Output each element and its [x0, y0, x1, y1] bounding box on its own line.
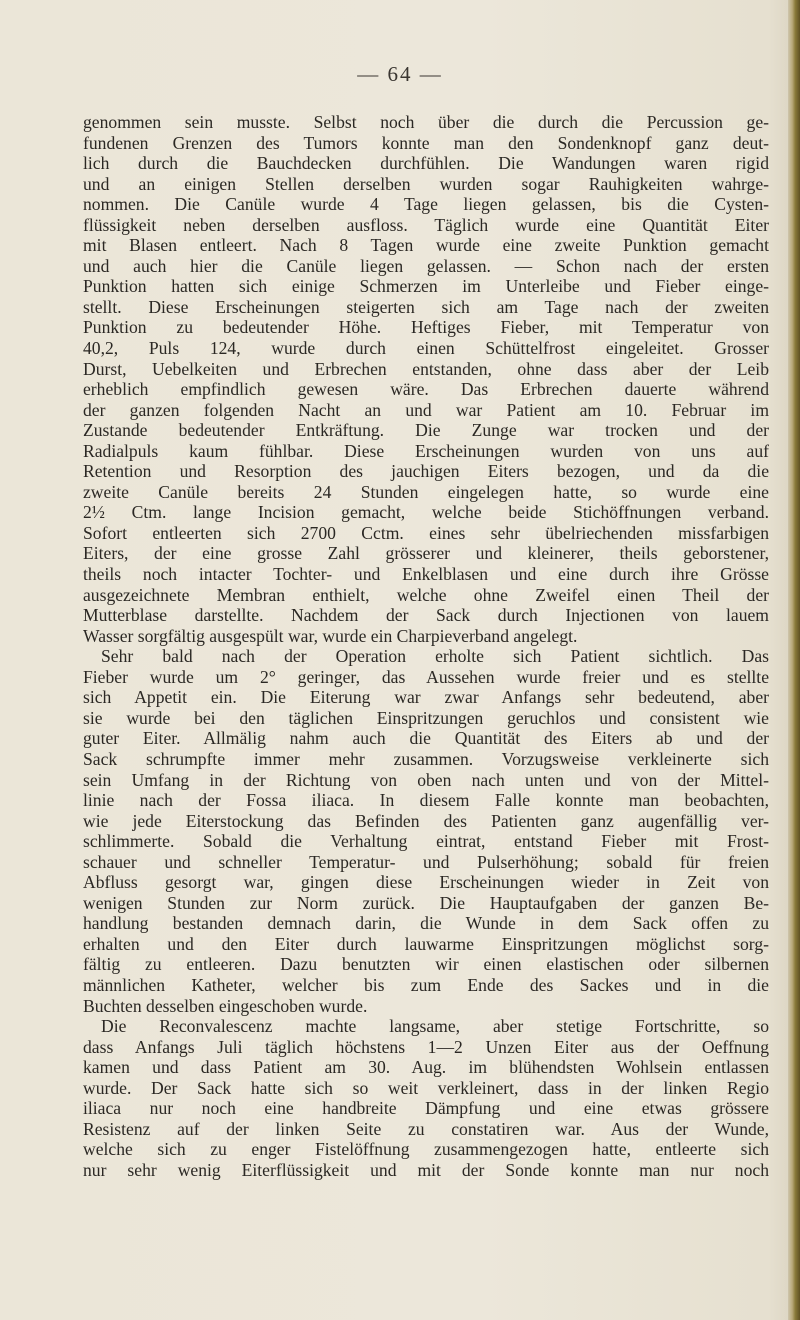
text-line: zweite Canüle bereits 24 Stunden eingelegen hatte, so wurde eine [83, 481, 769, 502]
text-line: kamen und dass Patient am 30. Aug. im blühendsten Wohlsein entlassen [83, 1057, 769, 1078]
text-line: sich Appetit ein. Die Eiterung war zwar Anfangs sehr bedeutend, aber [83, 687, 769, 708]
text-line: Die Reconvalescenz machte langsame, aber stetige Fortschritte, so [101, 1016, 769, 1037]
text-line: männlichen Katheter, welcher bis zum Ende des Sackes und in die [83, 974, 769, 995]
page-number: — 64 — [357, 62, 443, 86]
text-line: der ganzen folgenden Nacht an und war Patient am 10. Februar im [83, 399, 769, 420]
text-line: Abfluss gesorgt war, gingen diese Erscheinungen wieder in Zeit von [83, 872, 769, 893]
text-line: Mutterblase darstellte. Nachdem der Sack durch Injectionen von lauem [83, 605, 769, 626]
text-line: wurde. Der Sack hatte sich so weit verkleinert, dass in der linken Regio [83, 1077, 769, 1098]
text-line: 40,2, Puls 124, wurde durch einen Schüttelfrost eingeleitet. Grosser [83, 338, 769, 359]
text-line: Fieber wurde um 2° geringer, das Aussehen wurde freier und es stellte [83, 666, 769, 687]
text-line: Punktion hatten sich einige Schmerzen im Unterleibe und Fieber einge- [83, 276, 769, 297]
text-line: erhalten und den Eiter durch lauwarme Einspritzungen möglichst sorg- [83, 933, 769, 954]
text-line: Radialpuls kaum fühlbar. Diese Erscheinungen wurden von uns auf [83, 440, 769, 461]
text-line: nommen. Die Canüle wurde 4 Tage liegen gelassen, bis die Cysten- [83, 194, 769, 215]
text-line: handlung bestanden demnach darin, die Wunde in dem Sack offen zu [83, 913, 769, 934]
text-line: linie nach der Fossa iliaca. In diesem Falle konnte man beobachten, [83, 790, 769, 811]
text-line: theils noch intacter Tochter- und Enkelblasen und eine durch ihre Grösse [83, 564, 769, 585]
text-line: Eiters, der eine grosse Zahl grösserer und kleinerer, theils geborstener, [83, 543, 769, 564]
text-line: Durst, Uebelkeiten und Erbrechen entstanden, ohne dass aber der Leib [83, 358, 769, 379]
text-line: Resistenz auf der linken Seite zu constatiren war. Aus der Wunde, [83, 1118, 769, 1139]
text-line: schauer und schneller Temperatur- und Pulserhöhung; sobald für freien [83, 851, 769, 872]
text-line: schlimmerte. Sobald die Verhaltung eintrat, entstand Fieber mit Frost- [83, 831, 769, 852]
page-edge [788, 0, 800, 1320]
text-line: Sofort entleerten sich 2700 Cctm. eines sehr übelriechenden missfarbigen [83, 522, 769, 543]
text-line: und auch hier die Canüle liegen gelassen. — Schon nach der ersten [83, 255, 769, 276]
text-line: Punktion zu bedeutender Höhe. Heftiges Fieber, mit Temperatur von [83, 317, 769, 338]
text-line: Retention und Resorption des jauchigen Eiters bezogen, und da die [83, 461, 769, 482]
text-line: guter Eiter. Allmälig nahm auch die Quantität des Eiters ab und der [83, 728, 769, 749]
text-line: nur sehr wenig Eiterflüssigkeit und mit der Sonde konnte man nur noch [83, 1159, 769, 1180]
text-line: Sehr bald nach der Operation erholte sich Patient sichtlich. Das [101, 646, 769, 667]
text-line: Zustande bedeutender Entkräftung. Die Zunge war trocken und der [83, 420, 769, 441]
text-line: flüssigkeit neben derselben ausfloss. Täglich wurde eine Quantität Eiter [83, 214, 769, 235]
text-line: sie wurde bei den täglichen Einspritzungen geruchlos und consistent wie [83, 707, 769, 728]
text-line: welche sich zu enger Fistelöffnung zusammengezogen hatte, entleerte sich [83, 1139, 769, 1160]
text-line: Buchten desselben eingeschoben wurde. [83, 995, 368, 1016]
text-line: fundenen Grenzen des Tumors konnte man den Sondenknopf ganz deut- [83, 132, 769, 153]
text-line: sein Umfang in der Richtung von oben nach unten und von der Mittel- [83, 769, 769, 790]
text-line: lich durch die Bauchdecken durchfühlen. Die Wandungen waren rigid [83, 153, 769, 174]
text-line: fältig zu entleeren. Dazu benutzten wir einen elastischen oder silbernen [83, 954, 769, 975]
text-line: erheblich empfindlich gewesen wäre. Das Erbrechen dauerte während [83, 379, 769, 400]
text-line: ausgezeichnete Membran enthielt, welche ohne Zweifel einen Theil der [83, 584, 769, 605]
text-line: genommen sein musste. Selbst noch über die durch die Percussion ge- [83, 112, 769, 132]
text-line: iliaca nur noch eine handbreite Dämpfung und eine etwas grössere [83, 1098, 769, 1119]
text-line: mit Blasen entleert. Nach 8 Tagen wurde eine zweite Punktion gemacht [83, 235, 769, 256]
text-line: und an einigen Stellen derselben wurden sogar Rauhigkeiten wahrge- [83, 173, 769, 194]
text-line: wenigen Stunden zur Norm zurück. Die Hauptaufgaben der ganzen Be- [83, 892, 769, 913]
text-line: stellt. Diese Erscheinungen steigerten sich am Tage nach der zweiten [83, 296, 769, 317]
text-line: 2½ Ctm. lange Incision gemacht, welche beide Stichöffnungen verband. [83, 502, 769, 523]
text-line: Sack schrumpfte immer mehr zusammen. Vorzugsweise verkleinerte sich [83, 748, 769, 769]
text-line: dass Anfangs Juli täglich höchstens 1—2 Unzen Eiter aus der Oeffnung [83, 1036, 769, 1057]
body-text [83, 112, 769, 1180]
text-line: Wasser sorgfältig ausgespült war, wurde ein Charpieverband angelegt. [83, 625, 578, 646]
text-line: wie jede Eiterstockung das Befinden des Patienten ganz augenfällig ver- [83, 810, 769, 831]
